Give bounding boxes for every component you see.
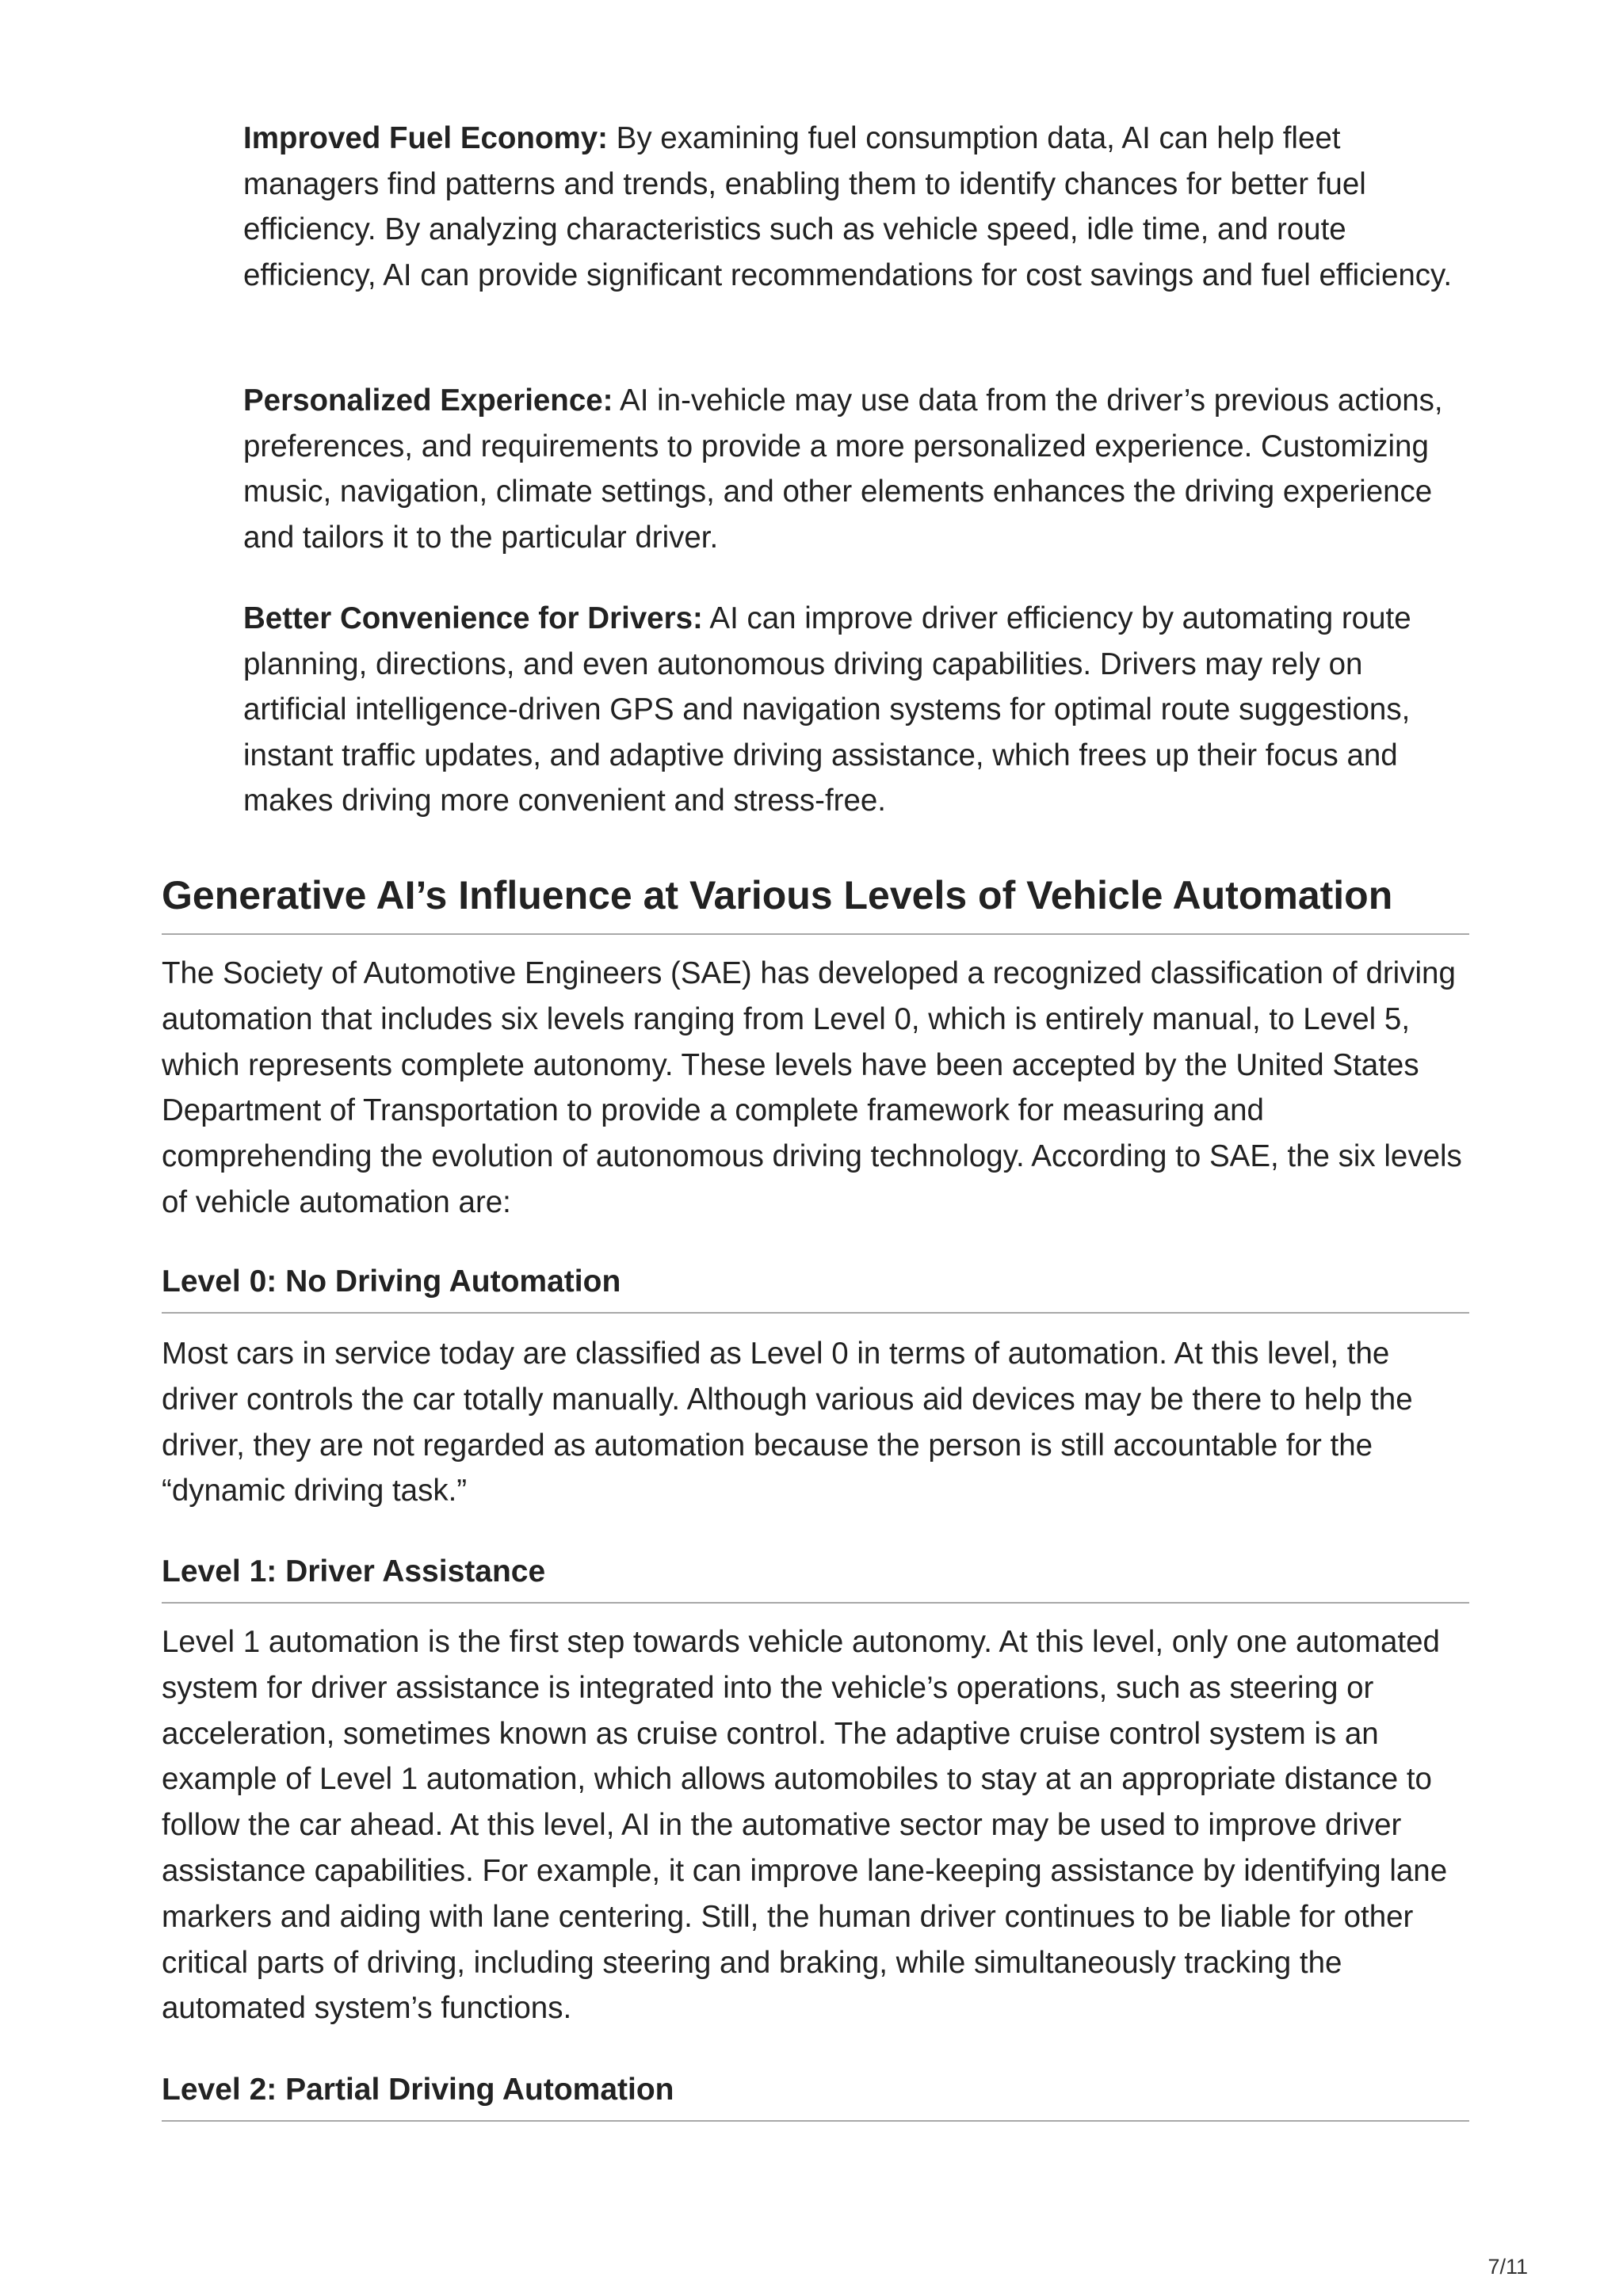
level-heading: Level 1: Driver Assistance [162,1551,1469,1604]
benefit-lead: Better Convenience for Drivers: [243,601,703,635]
benefit-personalized-experience [243,378,1456,560]
benefit-lead: Personalized Experience: [243,383,613,418]
benefit-text: AI can improve driver efficiency by automating route planning, directions, and even autonomous driving capabilities. Drivers may rely on artificial intelligence-driven GPS and navigation systems for optimal route suggestions, instant traffic updates, and adaptive driving assistance, which frees up their focus and makes driving more convenient and stress-free. [243,601,1411,818]
section-heading-block [162,868,1469,935]
benefit-paragraph [243,116,1456,298]
benefit-driver-convenience [243,596,1456,824]
level-0-text-block [162,1331,1469,1514]
level-heading: Level 2: Partial Driving Automation [162,2069,1469,2122]
section-intro: The Society of Automotive Engineers (SAE) has developed a recognized classification of driving automation that includes six levels ranging from Level 0, which is entirely manual, to Level 5, which represents complete autonomy. These levels have been accepted by the United States Department of Transportation to provide a complete framework for measuring and comprehending the evolution of autonomous driving technology. According to SAE, the six levels of vehicle automation are: [162,956,1462,1219]
section-intro-block [162,951,1469,1226]
level-text: Level 1 automation is the first step towards vehicle autonomy. At this level, only one automated system for driver assistance is integrated into the vehicle’s operations, such as steering or acceleration, sometimes known as cruise control. The adaptive cruise control system is an example of Level 1 automation, which allows automobiles to stay at an appropriate distance to follow the car ahead. At this level, AI in the automative sector may be used to improve driver assistance capabilities. For example, it can improve lane-keeping assistance by identifying lane markers and aiding with lane centering. Still, the human driver continues to be liable for other critical parts of driving, including steering and braking, while simultaneously tracking the automated system’s functions. [162,1625,1448,2026]
benefit-fuel-economy [243,116,1456,298]
level-1-text-block [162,1619,1469,2031]
section-heading: Generative AI’s Influence at Various Levels of Vehicle Automation [162,868,1469,935]
level-text: Most cars in service today are classified as Level 0 in terms of automation. At this level, the driver controls the car totally manually. Although various aid devices may be there to help the driver, they are not regarded as automation because the person is still accountable for the “dynamic driving task.” [162,1337,1413,1508]
level-heading: Level 0: No Driving Automation [162,1261,1469,1314]
level-2-heading-block [162,2069,1469,2122]
level-1-heading-block [162,1551,1469,1604]
page-number: 7/11 [1487,2255,1528,2279]
benefit-paragraph [243,596,1456,824]
benefit-paragraph [243,378,1456,560]
benefit-text: By examining fuel consumption data, AI can help fleet managers find patterns and trends, enabling them to identify chances for better fuel efficiency. By analyzing characteristics such as vehicle speed, idle time, and route efficiency, AI can provide significant recommendations for cost savings and fuel efficiency. [243,121,1453,292]
level-0-heading-block [162,1261,1469,1314]
benefit-text: AI in-vehicle may use data from the driver’s previous actions, preferences, and requirements to provide a more personalized experience. Customizing music, navigation, climate settings, and other elements enhances the driving experience and tailors it to the particular driver. [243,383,1443,555]
benefit-lead: Improved Fuel Economy: [243,121,608,155]
